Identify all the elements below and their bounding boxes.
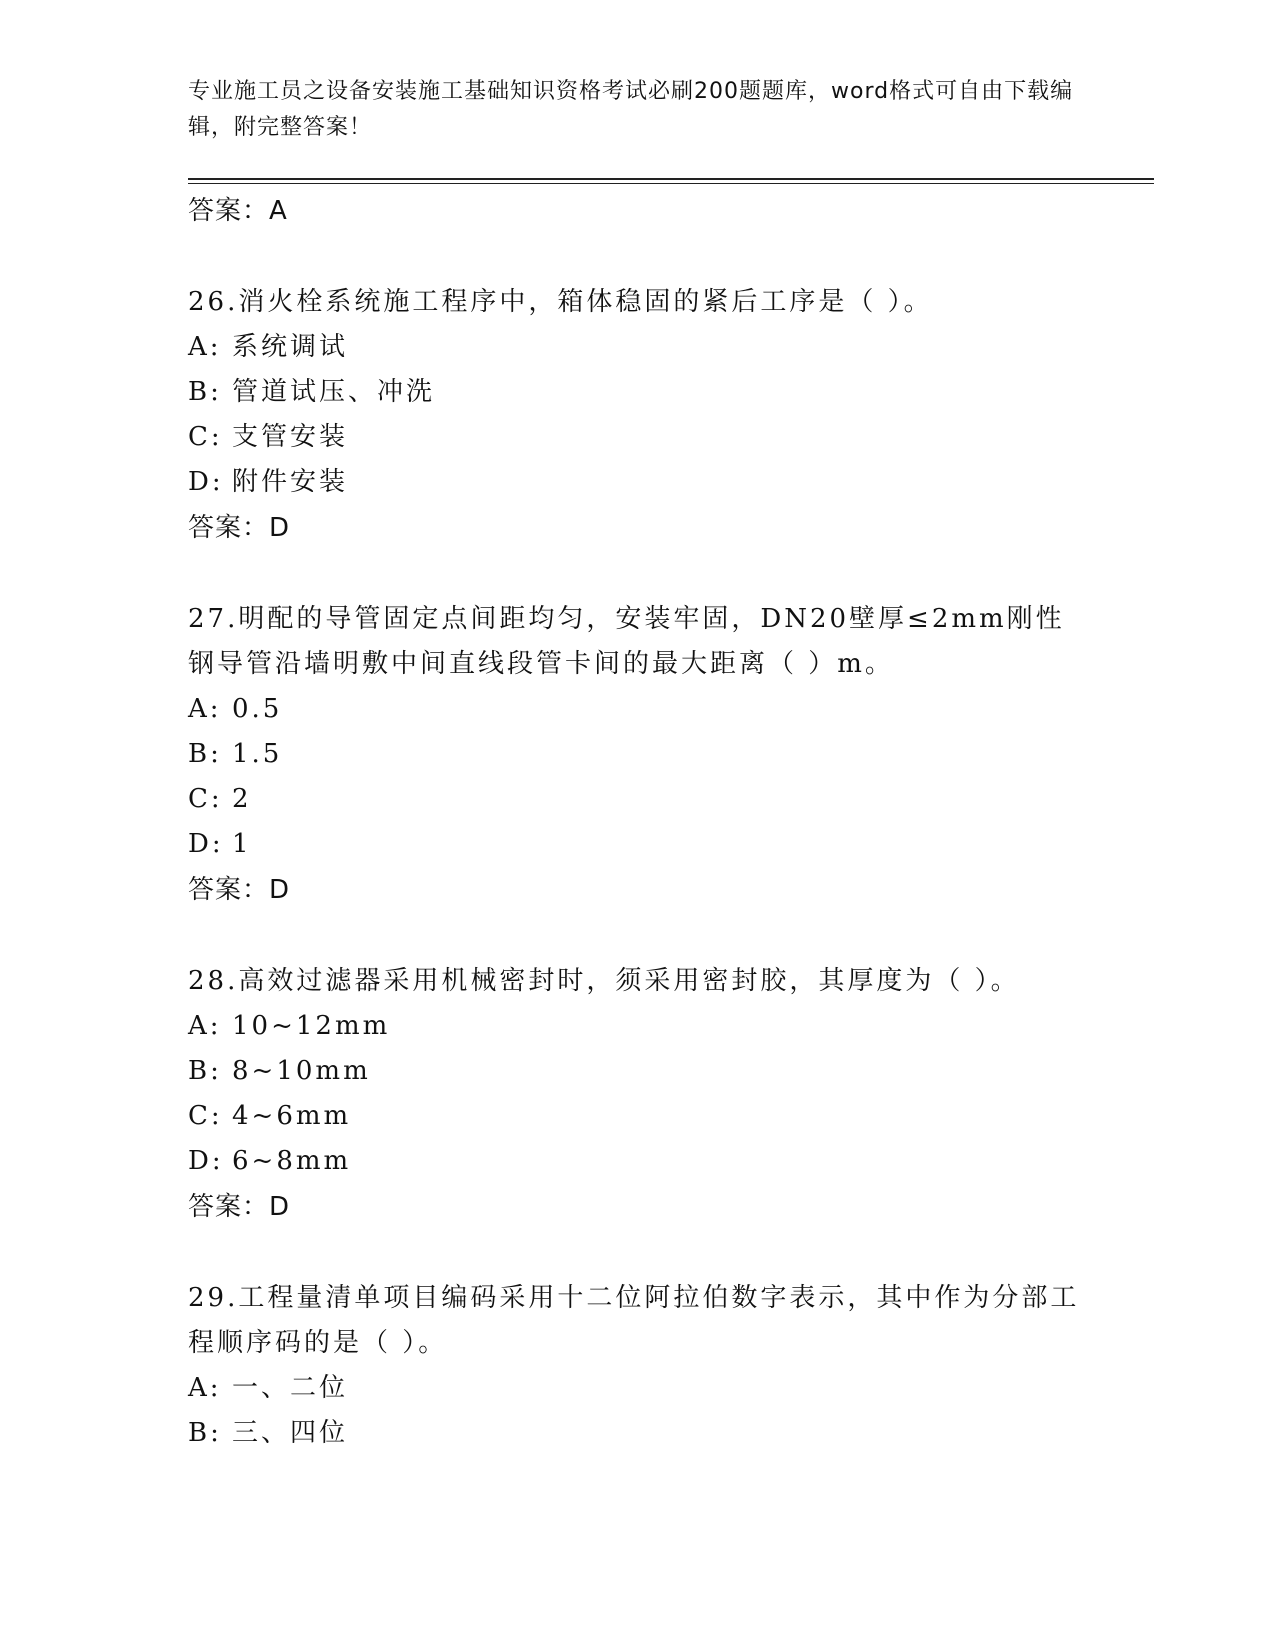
option-line: [188, 1049, 1088, 1094]
option-line: [188, 1411, 1088, 1456]
option-letter: B:: [188, 1056, 222, 1086]
option-letter: A:: [188, 694, 222, 724]
option-line: [188, 777, 1088, 822]
option-letter: A:: [188, 1373, 222, 1403]
option-text: 三、四位: [232, 1418, 349, 1448]
option-line: [188, 822, 1088, 867]
option-letter: D:: [188, 829, 224, 859]
header-rule-thin: [188, 183, 1154, 184]
option-letter: B:: [188, 739, 222, 769]
option-line: [188, 460, 1088, 505]
option-line: [188, 325, 1088, 370]
option-text: 2: [232, 784, 252, 814]
option-text: 附件安装: [232, 467, 349, 497]
option-text: 1.5: [232, 739, 283, 769]
option-letter: B:: [188, 377, 222, 407]
option-text: 10~12mm: [232, 1011, 391, 1041]
option-letter: C:: [188, 1101, 223, 1131]
option-text: 4~6mm: [232, 1101, 352, 1131]
document-header: 专业施工员之设备安装施工基础知识资格考试必刷200题题库，word格式可自由下载编辑，附完整答案！: [188, 79, 1074, 140]
option-letter: C:: [188, 784, 223, 814]
answer-line: 答案：A: [188, 196, 288, 226]
question-text: 29.工程量清单项目编码采用十二位阿拉伯数字表示，其中作为分部工程顺序码的是（ ）。: [188, 1283, 1080, 1358]
option-letter: A:: [188, 332, 222, 362]
option-text: 系统调试: [232, 332, 349, 362]
option-text: 0.5: [232, 694, 283, 724]
option-text: 6~8mm: [232, 1146, 352, 1176]
header-rule-thick: [188, 178, 1154, 180]
question-block: [188, 280, 1088, 551]
option-letter: D:: [188, 467, 224, 497]
answer-line: 答案：D: [188, 513, 291, 543]
answer-line: 答案：D: [188, 875, 291, 905]
option-line: [188, 370, 1088, 415]
option-line: [188, 1139, 1088, 1184]
option-text: 8~10mm: [232, 1056, 371, 1086]
option-text: 管道试压、冲洗: [232, 377, 436, 407]
question-block: [188, 959, 1088, 1230]
option-letter: D:: [188, 1146, 224, 1176]
option-text: 一、二位: [232, 1373, 349, 1403]
option-line: [188, 732, 1088, 777]
option-line: [188, 687, 1088, 732]
question-block: [188, 597, 1088, 913]
option-line: [188, 415, 1088, 460]
option-letter: A:: [188, 1011, 222, 1041]
document-body: [188, 188, 1088, 1456]
option-line: [188, 1004, 1088, 1049]
option-letter: B:: [188, 1418, 222, 1448]
question-block: [188, 1276, 1088, 1456]
option-line: [188, 1366, 1088, 1411]
option-text: 1: [232, 829, 252, 859]
question-text: 26.消火栓系统施工程序中，箱体稳固的紧后工序是（ ）。: [188, 287, 933, 317]
answer-line: 答案：D: [188, 1192, 291, 1222]
option-letter: C:: [188, 422, 223, 452]
option-text: 支管安装: [232, 422, 349, 452]
question-text: 28.高效过滤器采用机械密封时，须采用密封胶，其厚度为（ ）。: [188, 966, 1020, 996]
option-line: [188, 1094, 1088, 1139]
question-text: 27.明配的导管固定点间距均匀，安装牢固，DN20壁厚≤2mm刚性钢导管沿墙明敷中间直线段管卡间的最大距离（ ）m。: [188, 604, 1065, 679]
